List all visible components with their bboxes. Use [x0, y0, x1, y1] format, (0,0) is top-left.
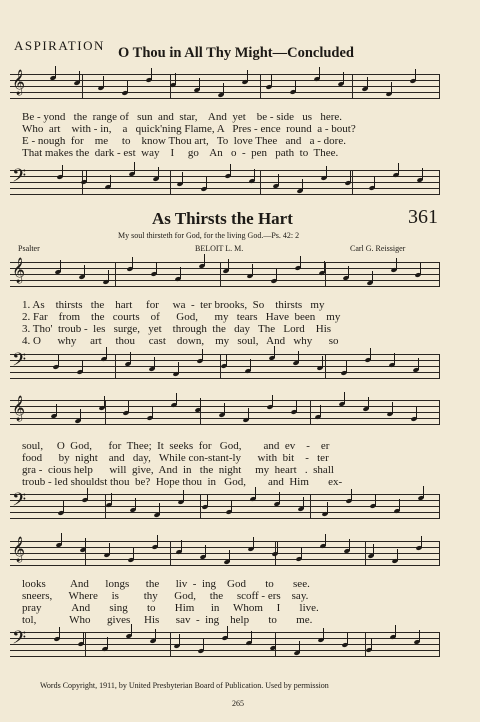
note-stem	[62, 165, 63, 177]
note-stem	[370, 348, 371, 360]
note-stem	[298, 351, 299, 363]
bass-clef-icon: 𝄢	[12, 166, 27, 191]
lyric-line: Be - yond the range of sun and star, And yet be - side us here.	[22, 111, 343, 123]
note-stem	[159, 503, 160, 515]
note-stem	[374, 176, 375, 188]
note-stem	[155, 629, 156, 641]
note-stem	[324, 261, 325, 273]
note-stem	[372, 271, 373, 283]
note-stem	[252, 264, 253, 276]
note-stem	[60, 260, 61, 272]
note-stem	[59, 627, 60, 639]
concluded-lyrics	[22, 111, 440, 159]
note-stem	[397, 549, 398, 561]
note-stem	[420, 263, 421, 275]
note-stem	[278, 174, 279, 186]
lyric-line: pray And sing to Him in Whom I live.	[22, 602, 319, 614]
note-stem	[106, 347, 107, 359]
lyric-line: food by night and day, While con-stant-ly with bit - ter	[22, 452, 329, 464]
lyric-line: Who art with - in, a quick'ning Flame, A Pres - ence round a - bout?	[22, 123, 356, 135]
note-stem	[135, 498, 136, 510]
staff-treble-2	[10, 396, 440, 428]
note-stem	[392, 402, 393, 414]
lyric-line: sneers, Where is thy God, the scoff - ers say.	[22, 590, 309, 602]
note-stem	[251, 631, 252, 643]
bass-clef-icon: 𝄢	[12, 628, 27, 653]
note-stem	[276, 269, 277, 281]
note-stem	[202, 349, 203, 361]
verses-system-3	[22, 578, 440, 626]
note-stem	[299, 641, 300, 653]
note-stem	[87, 488, 88, 500]
note-stem	[182, 172, 183, 184]
note-stem	[180, 267, 181, 279]
note-stem	[247, 70, 248, 82]
note-stem	[346, 361, 347, 373]
note-stem	[323, 628, 324, 640]
note-stem	[199, 78, 200, 90]
staff-treble-3	[10, 537, 440, 569]
note-stem	[85, 538, 86, 550]
note-stem	[300, 256, 301, 268]
staff-treble-1	[10, 258, 440, 290]
note-stem	[204, 254, 205, 266]
note-stem	[421, 536, 422, 548]
lyric-line: 1. As thirsts the hart for wa - ter brooks, So thirsts my	[22, 299, 325, 311]
staff-bass-concluded	[10, 166, 440, 198]
note-stem	[296, 400, 297, 412]
note-stem	[344, 392, 345, 404]
note-stem	[200, 398, 201, 410]
note-stem	[368, 397, 369, 409]
note-stem	[348, 266, 349, 278]
note-stem	[104, 396, 105, 408]
note-stem	[320, 405, 321, 417]
note-stem	[398, 163, 399, 175]
note-stem	[395, 625, 396, 637]
note-stem	[277, 542, 278, 554]
note-stem	[181, 540, 182, 552]
note-stem	[111, 493, 112, 505]
note-stem	[349, 539, 350, 551]
note-stem	[422, 168, 423, 180]
note-stem	[80, 409, 81, 421]
tune-name: BELOIT L. M.	[195, 244, 244, 253]
treble-clef-icon: 𝄞	[12, 396, 26, 421]
note-stem	[325, 534, 326, 546]
note-stem	[58, 355, 59, 367]
verses-system-1	[22, 299, 440, 347]
note-stem	[415, 69, 416, 81]
bass-clef-icon: 𝄢	[12, 490, 27, 515]
lyric-line: 3. Tho' troub - les surge, yet through the day The Lord His	[22, 323, 332, 335]
hymn-number: 361	[408, 206, 438, 228]
staff-treble-concluded	[10, 70, 440, 102]
note-stem	[230, 164, 231, 176]
note-stem	[157, 535, 158, 547]
note-stem	[255, 487, 256, 499]
staff-bass-1	[10, 350, 440, 382]
note-stem	[275, 636, 276, 648]
note-stem	[128, 401, 129, 413]
note-stem	[127, 81, 128, 93]
staff-bass-2	[10, 490, 440, 522]
note-stem	[322, 356, 323, 368]
note-stem	[423, 486, 424, 498]
verses-system-2	[22, 440, 440, 488]
note-stem	[223, 83, 224, 95]
note-stem	[231, 500, 232, 512]
note-stem	[301, 547, 302, 559]
note-stem	[375, 494, 376, 506]
note-stem	[108, 270, 109, 282]
note-stem	[130, 352, 131, 364]
note-stem	[61, 533, 62, 545]
note-stem	[205, 545, 206, 557]
note-stem	[158, 167, 159, 179]
note-stem	[303, 497, 304, 509]
note-stem	[176, 393, 177, 405]
note-stem	[178, 362, 179, 374]
lyric-line: gra - cious help will give, And in the night my heart . shall	[22, 464, 334, 476]
note-stem	[228, 259, 229, 271]
note-stem	[109, 543, 110, 555]
note-stem	[416, 407, 417, 419]
copyright-notice: Words Copyright, 1911, by United Presbyterian Board of Publication. Used by permission	[40, 681, 329, 690]
note-stem	[107, 637, 108, 649]
lyric-line: tol, Who gives His sav - ing help to me.	[22, 614, 313, 626]
note-stem	[367, 77, 368, 89]
source-left: Psalter	[18, 244, 40, 253]
note-stem	[179, 634, 180, 646]
note-stem	[373, 544, 374, 556]
note-stem	[419, 630, 420, 642]
lyric-line: soul, O God, for Thee; It seeks for God, and ev - er	[22, 440, 330, 452]
note-stem	[132, 257, 133, 269]
lyric-line: troub - led shouldst thou be? Hope thou in God, and Him ex-	[22, 476, 343, 488]
note-stem	[152, 406, 153, 418]
note-stem	[175, 73, 176, 85]
note-stem	[254, 169, 255, 181]
note-stem	[253, 537, 254, 549]
note-stem	[272, 395, 273, 407]
note-stem	[394, 353, 395, 365]
note-stem	[250, 359, 251, 371]
note-stem	[207, 495, 208, 507]
note-stem	[248, 408, 249, 420]
composer: Carl G. Reissiger	[350, 244, 406, 253]
lyric-line: 4. O why art thou cast down, my soul, And why so	[22, 335, 339, 347]
page-number: 265	[232, 699, 244, 708]
note-stem	[86, 170, 87, 182]
note-stem	[131, 624, 132, 636]
note-stem	[347, 633, 348, 645]
note-stem	[110, 175, 111, 187]
note-stem	[63, 501, 64, 513]
staff-bass-3	[10, 628, 440, 660]
note-stem	[134, 162, 135, 174]
note-stem	[156, 262, 157, 274]
lyric-line: That makes the dark - est way I go An o - pen path to Thee.	[22, 147, 339, 159]
note-stem	[206, 177, 207, 189]
note-stem	[396, 258, 397, 270]
note-stem	[279, 492, 280, 504]
treble-clef-icon: 𝄞	[12, 258, 26, 283]
note-stem	[350, 171, 351, 183]
note-stem	[418, 358, 419, 370]
note-stem	[79, 71, 80, 83]
note-stem	[319, 67, 320, 79]
note-stem	[82, 360, 83, 372]
note-stem	[391, 82, 392, 94]
concluded-title: O Thou in All Thy Might—Concluded	[118, 45, 354, 61]
note-stem	[229, 550, 230, 562]
note-stem	[326, 166, 327, 178]
section-label: ASPIRATION	[14, 38, 105, 53]
note-stem	[371, 638, 372, 650]
note-stem	[274, 346, 275, 358]
note-stem	[227, 626, 228, 638]
note-stem	[351, 489, 352, 501]
note-stem	[226, 354, 227, 366]
note-stem	[56, 404, 57, 416]
note-stem	[343, 72, 344, 84]
note-stem	[154, 357, 155, 369]
epigraph: My soul thirsteth for God, for the living God.—Ps. 42: 2	[118, 231, 300, 240]
note-stem	[327, 502, 328, 514]
note-stem	[84, 265, 85, 277]
note-stem	[302, 179, 303, 191]
bass-clef-icon: 𝄢	[12, 350, 27, 375]
lyric-line: 2. Far from the courts of God, my tears Have been my	[22, 311, 341, 323]
note-stem	[55, 66, 56, 78]
note-stem	[399, 499, 400, 511]
lyric-line: looks And longs the liv - ing God to see.	[22, 578, 310, 590]
note-stem	[203, 639, 204, 651]
note-stem	[151, 68, 152, 80]
note-stem	[83, 632, 84, 644]
note-stem	[224, 403, 225, 415]
note-stem	[295, 80, 296, 92]
hymn-title: As Thirsts the Hart	[152, 209, 293, 228]
note-stem	[271, 75, 272, 87]
lyric-line: E - nough for me to know Thou art, To love Thee and a - dore.	[22, 135, 346, 147]
treble-clef-icon: 𝄞	[12, 70, 26, 95]
treble-clef-icon: 𝄞	[12, 537, 26, 562]
note-stem	[183, 490, 184, 502]
note-stem	[133, 548, 134, 560]
note-stem	[103, 76, 104, 88]
